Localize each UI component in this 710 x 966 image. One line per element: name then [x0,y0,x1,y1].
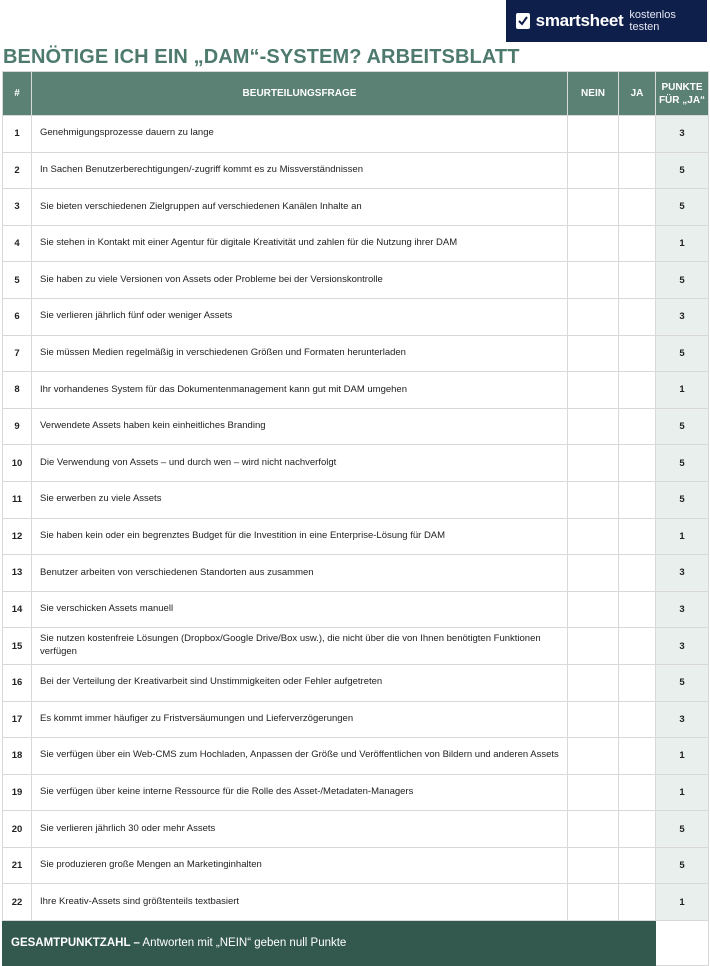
row-question: Sie haben zu viele Versionen von Assets oder Probleme bei der Versionskontrolle [32,262,568,299]
row-number: 20 [3,811,32,848]
row-number: 22 [3,884,32,921]
row-points: 3 [656,701,709,738]
table-row [3,481,709,518]
no-checkbox-cell[interactable] [568,372,619,409]
yes-checkbox-cell[interactable] [619,225,656,262]
row-number: 21 [3,847,32,884]
table-row [3,628,709,665]
header-yes: JA [619,72,656,116]
no-checkbox-cell[interactable] [568,591,619,628]
row-points: 1 [656,225,709,262]
row-number: 3 [3,189,32,226]
row-number: 5 [3,262,32,299]
row-number: 13 [3,555,32,592]
row-question: Verwendete Assets haben kein einheitliches Branding [32,408,568,445]
yes-checkbox-cell[interactable] [619,408,656,445]
row-points: 5 [656,445,709,482]
row-number: 8 [3,372,32,409]
row-points: 3 [656,298,709,335]
yes-checkbox-cell[interactable] [619,262,656,299]
yes-checkbox-cell[interactable] [619,372,656,409]
header-points-line2: FÜR „JA“ [658,94,706,106]
no-checkbox-cell[interactable] [568,116,619,153]
no-checkbox-cell[interactable] [568,884,619,921]
yes-checkbox-cell[interactable] [619,701,656,738]
row-points: 1 [656,884,709,921]
table-row [3,335,709,372]
table-row [3,372,709,409]
row-points: 1 [656,518,709,555]
row-points: 3 [656,116,709,153]
row-question: Sie verschicken Assets manuell [32,591,568,628]
header-points-line1: PUNKTE [661,81,703,93]
row-question: Sie haben kein oder ein begrenztes Budget für die Investition in eine Enterprise-Lösung für DAM [32,518,568,555]
total-label-note: Antworten mit „NEIN“ geben null Punkte [139,937,347,950]
row-number: 1 [3,116,32,153]
row-question: Sie nutzen kostenfreie Lösungen (Dropbox/Google Drive/Box usw.), die nicht über die von Ihnen benötigten Funktionen verfügen [32,628,568,665]
table-row [3,591,709,628]
no-checkbox-cell[interactable] [568,811,619,848]
table-row [3,518,709,555]
total-row [3,921,709,966]
smartsheet-logo-banner[interactable] [506,0,707,42]
no-checkbox-cell[interactable] [568,628,619,665]
yes-checkbox-cell[interactable] [619,738,656,775]
no-checkbox-cell[interactable] [568,335,619,372]
row-question: Es kommt immer häufiger zu Fristversäumungen und Lieferverzögerungen [32,701,568,738]
row-number: 17 [3,701,32,738]
row-number: 9 [3,408,32,445]
table-row [3,116,709,153]
row-question: Sie verlieren jährlich 30 oder mehr Assets [32,811,568,848]
row-points: 5 [656,189,709,226]
no-checkbox-cell[interactable] [568,189,619,226]
row-points: 5 [656,481,709,518]
table-row [3,811,709,848]
free-trial-link[interactable]: kostenlos testen [629,9,676,33]
row-number: 7 [3,335,32,372]
header-number: # [3,72,32,116]
table-row [3,555,709,592]
row-number: 12 [3,518,32,555]
yes-checkbox-cell[interactable] [619,664,656,701]
yes-checkbox-cell[interactable] [619,628,656,665]
yes-checkbox-cell[interactable] [619,811,656,848]
no-checkbox-cell[interactable] [568,555,619,592]
header-no: NEIN [568,72,619,116]
yes-checkbox-cell[interactable] [619,884,656,921]
header-question: BEURTEILUNGSFRAGE [32,72,568,116]
yes-checkbox-cell[interactable] [619,189,656,226]
smartsheet-check-icon [516,13,530,29]
row-number: 4 [3,225,32,262]
no-checkbox-cell[interactable] [568,518,619,555]
no-checkbox-cell[interactable] [568,262,619,299]
total-score-box[interactable] [656,921,709,966]
table-row [3,664,709,701]
assessment-table [2,71,709,966]
no-checkbox-cell[interactable] [568,701,619,738]
table-header-row [3,72,709,116]
table-row [3,189,709,226]
yes-checkbox-cell[interactable] [619,847,656,884]
table-row [3,408,709,445]
row-number: 14 [3,591,32,628]
no-checkbox-cell[interactable] [568,481,619,518]
row-number: 11 [3,481,32,518]
table-row [3,884,709,921]
yes-checkbox-cell[interactable] [619,591,656,628]
row-points: 5 [656,664,709,701]
brand-name: smartsheet [535,11,624,30]
row-number: 18 [3,738,32,775]
row-points: 3 [656,591,709,628]
yes-checkbox-cell[interactable] [619,335,656,372]
table-row [3,445,709,482]
yes-checkbox-cell[interactable] [619,774,656,811]
row-number: 2 [3,152,32,189]
row-points: 1 [656,774,709,811]
no-checkbox-cell[interactable] [568,445,619,482]
row-points: 5 [656,262,709,299]
row-question: Sie stehen in Kontakt mit einer Agentur für digitale Kreativität und zahlen für die Nutzung ihrer DAM [32,225,568,262]
row-number: 15 [3,628,32,665]
header-points [656,72,709,116]
table-row [3,262,709,299]
table-row [3,298,709,335]
row-question: Ihr vorhandenes System für das Dokumentenmanagement kann gut mit DAM umgehen [32,372,568,409]
page-title: BENÖTIGE ICH EIN „DAM“-SYSTEM? ARBEITSBLATT [3,46,520,68]
yes-checkbox-cell[interactable] [619,445,656,482]
row-points: 3 [656,628,709,665]
no-checkbox-cell[interactable] [568,408,619,445]
yes-checkbox-cell[interactable] [619,555,656,592]
no-checkbox-cell[interactable] [568,298,619,335]
row-question: Sie produzieren große Mengen an Marketinginhalten [32,847,568,884]
row-points: 1 [656,372,709,409]
row-question: In Sachen Benutzerberechtigungen/-zugriff kommt es zu Missverständnissen [32,152,568,189]
table-row [3,847,709,884]
row-number: 16 [3,664,32,701]
row-question: Sie verlieren jährlich fünf oder weniger Assets [32,298,568,335]
row-question: Sie müssen Medien regelmäßig in verschiedenen Größen und Formaten herunterladen [32,335,568,372]
row-points: 1 [656,738,709,775]
row-points: 5 [656,408,709,445]
yes-checkbox-cell[interactable] [619,116,656,153]
yes-checkbox-cell[interactable] [619,481,656,518]
table-row [3,152,709,189]
row-question: Benutzer arbeiten von verschiedenen Standorten aus zusammen [32,555,568,592]
no-checkbox-cell[interactable] [568,664,619,701]
row-question: Bei der Verteilung der Kreativarbeit sind Unstimmigkeiten oder Fehler aufgetreten [32,664,568,701]
yes-checkbox-cell[interactable] [619,518,656,555]
row-points: 5 [656,152,709,189]
yes-checkbox-cell[interactable] [619,152,656,189]
no-checkbox-cell[interactable] [568,738,619,775]
no-checkbox-cell[interactable] [568,225,619,262]
table-row [3,225,709,262]
table-row [3,774,709,811]
table-row [3,701,709,738]
no-checkbox-cell[interactable] [568,774,619,811]
row-question: Sie verfügen über ein Web-CMS zum Hochladen, Anpassen der Größe und Veröffentlichen von Bildern und anderen Assets [32,738,568,775]
no-checkbox-cell[interactable] [568,152,619,189]
row-question: Sie bieten verschiedenen Zielgruppen auf verschiedenen Kanälen Inhalte an [32,189,568,226]
row-question: Genehmigungsprozesse dauern zu lange [32,116,568,153]
row-question: Die Verwendung von Assets – und durch wen – wird nicht nachverfolgt [32,445,568,482]
row-number: 6 [3,298,32,335]
yes-checkbox-cell[interactable] [619,298,656,335]
total-label-bold: GESAMTPUNKTZAHL – [11,937,140,950]
row-points: 5 [656,335,709,372]
row-question: Ihre Kreativ-Assets sind größtenteils textbasiert [32,884,568,921]
no-checkbox-cell[interactable] [568,847,619,884]
total-label [3,921,656,966]
row-number: 10 [3,445,32,482]
row-points: 5 [656,811,709,848]
row-question: Sie erwerben zu viele Assets [32,481,568,518]
row-number: 19 [3,774,32,811]
table-row [3,738,709,775]
row-points: 5 [656,847,709,884]
row-question: Sie verfügen über keine interne Ressource für die Rolle des Asset-/Metadaten-Managers [32,774,568,811]
row-points: 3 [656,555,709,592]
